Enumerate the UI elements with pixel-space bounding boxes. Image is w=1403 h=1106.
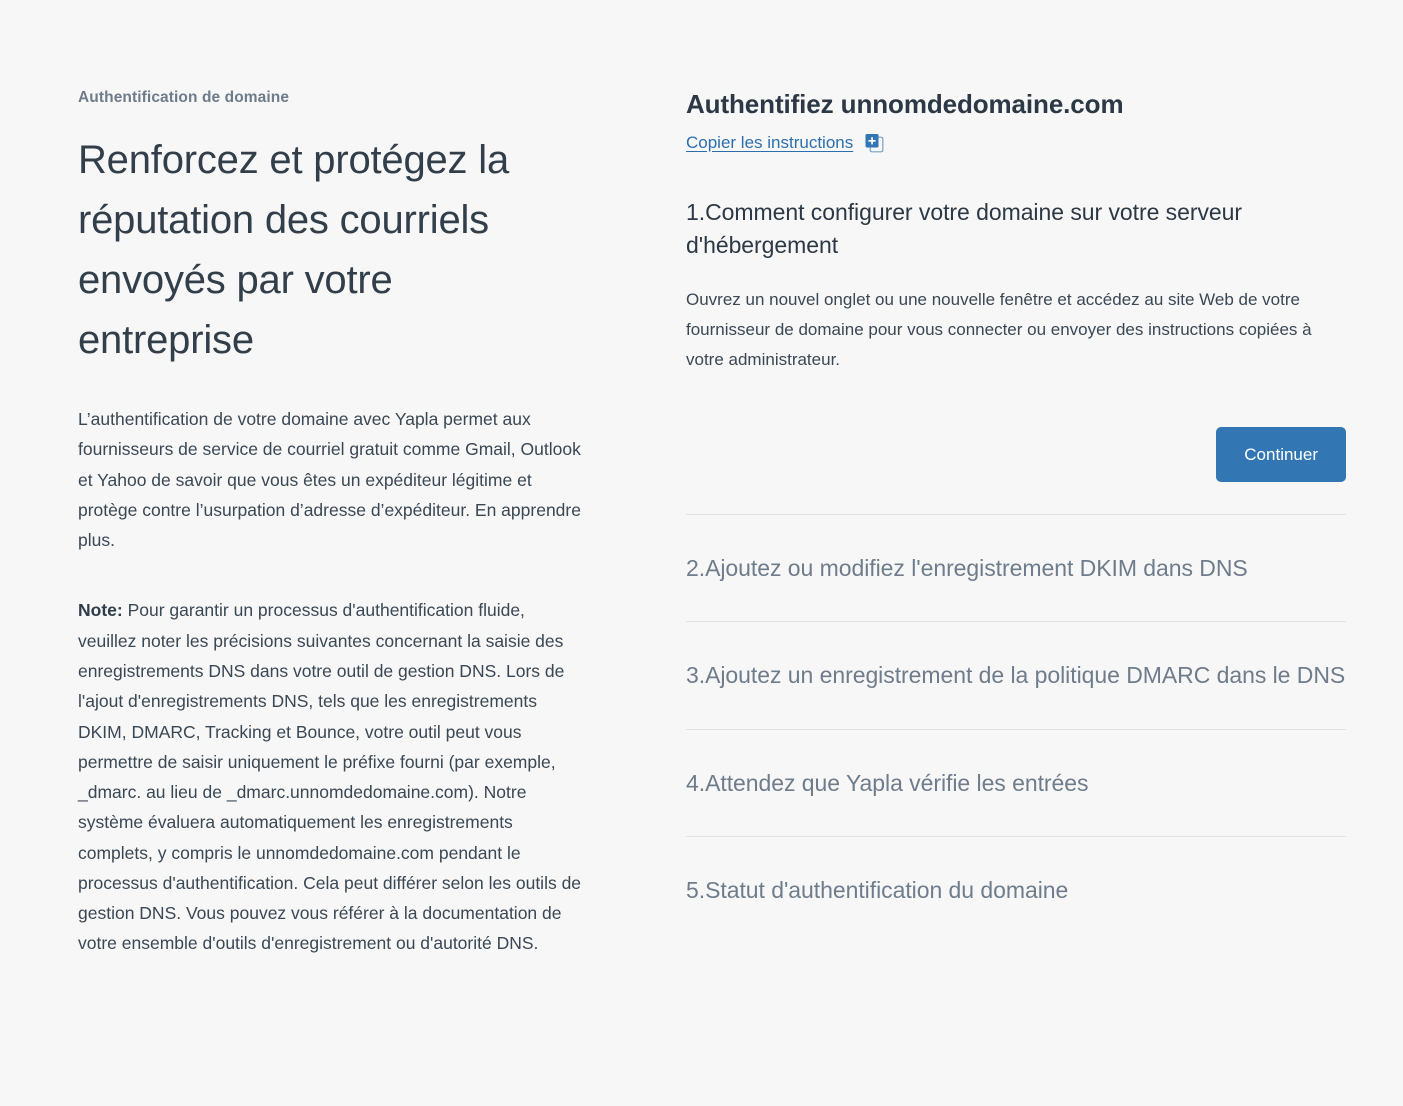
note-paragraph <box>78 595 583 958</box>
note-body: Pour garantir un processus d'authentification fluide, veuillez noter les précisions suivantes concernant la saisie des enregistrements DNS dans votre outil de gestion DNS. Lors de l'ajout d'enregistrements DNS, tels que les enregistrements DKIM, DMARC, Tracking et Bounce, votre outil peut vous permettre de saisir uniquement le préfixe fourni (par exemple, _dmarc. au lieu de _dmarc.unnomdedomaine.com). Notre système évaluera automatiquement les enregistrements complets, y compris le unnomdedomaine.com pendant le processus d'authentification. Cela peut différer selon les outils de gestion DNS. Vous pouvez vous référer à la documentation de votre ensemble d'outils d'enregistrement ou d'autorité DNS. <box>78 600 582 954</box>
step-item-1 <box>686 196 1346 514</box>
note-label: Note: <box>78 600 123 621</box>
panel-title: Authentifiez unnomdedomaine.com <box>686 89 1124 119</box>
step-heading-2[interactable]: 2.Ajoutez ou modifiez l'enregistrement DKIM dans DNS <box>686 554 1248 581</box>
copy-instructions-link[interactable]: Copier les instructions <box>686 132 854 152</box>
step-body-1: Ouvrez un nouvel onglet ou une nouvelle fenêtre et accédez au site Web de votre fournisseur de domaine pour vous connecter ou envoyer des instructions copiées à votre administrateur. <box>686 289 1312 369</box>
step-heading-3[interactable]: 3.Ajoutez un enregistrement de la politique DMARC dans le DNS <box>686 662 1346 689</box>
copy-add-icon[interactable] <box>863 132 885 154</box>
copy-instructions-row <box>686 132 1346 154</box>
intro-paragraph: L’authentification de votre domaine avec Yapla permet aux fournisseurs de service de courriel gratuit comme Gmail, Outlook et Yahoo de savoir que vous êtes un expéditeur légitime et protège contre l’usurpation d’adresse d’expéditeur. En apprendre plus. <box>78 409 581 551</box>
step-1-actions <box>686 427 1346 482</box>
page-title: Renforcez et protégez la réputation des courriels envoyés par votre entreprise <box>78 138 510 363</box>
step-item-2[interactable] <box>686 515 1346 621</box>
continue-button[interactable]: Continuer <box>1216 427 1346 482</box>
step-heading-1[interactable]: 1.Comment configurer votre domaine sur votre serveur d'hébergement <box>686 198 1243 259</box>
intro-column <box>78 88 588 959</box>
authentication-steps-panel <box>686 88 1346 943</box>
step-heading-4[interactable]: 4.Attendez que Yapla vérifie les entrées <box>686 769 1089 796</box>
step-heading-5[interactable]: 5.Statut d'authentification du domaine <box>686 876 1069 903</box>
step-item-5[interactable] <box>686 837 1346 943</box>
page-eyebrow: Authentification de domaine <box>78 89 290 106</box>
step-item-4[interactable] <box>686 730 1346 836</box>
step-item-3[interactable] <box>686 622 1346 728</box>
